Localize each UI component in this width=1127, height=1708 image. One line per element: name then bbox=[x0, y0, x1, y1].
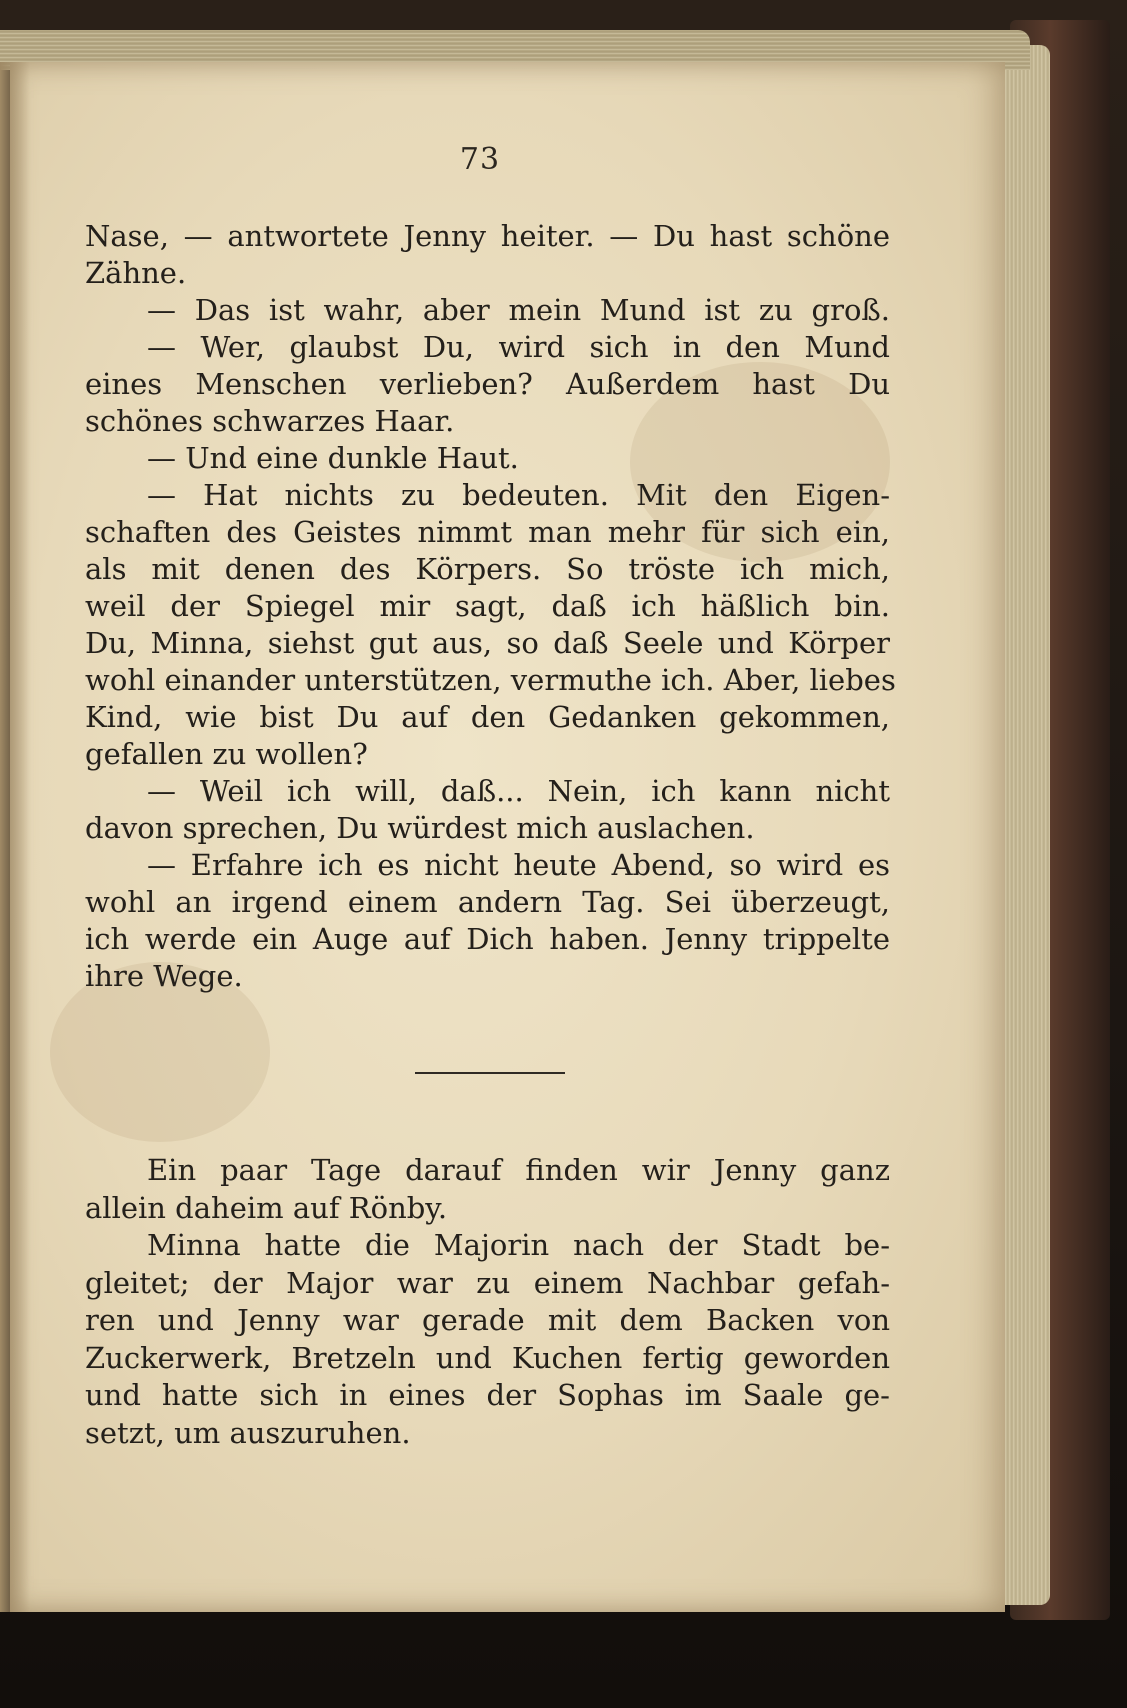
text-line: Minna hatte die Majorin nach der Stadt be- bbox=[147, 1228, 890, 1262]
text-line: Zuckerwerk, Bretzeln und Kuchen fertig geworden bbox=[85, 1340, 890, 1375]
text-line: Du, Minna, siehst gut aus, so daß Seele und Körper bbox=[85, 626, 890, 660]
text-line: — Hat nichts zu bedeuten. Mit den Eigen- bbox=[147, 478, 890, 512]
text-line: als mit denen des Körpers. So tröste ich mich, bbox=[85, 552, 890, 586]
page-gutter-shadow bbox=[0, 62, 30, 1612]
text-line: weil der Spiegel mir sagt, daß ich häßlich bin. bbox=[85, 589, 890, 623]
text-line: allein daheim auf Rönby. bbox=[85, 1190, 448, 1225]
text-line: — Wer, glaubst Du, wird sich in den Mund bbox=[147, 330, 890, 364]
text-line: wohl an irgend einem andern Tag. Sei überzeugt, bbox=[85, 885, 890, 919]
text-line: setzt, um auszuruhen. bbox=[85, 1415, 411, 1450]
text-line: eines Menschen verlieben? Außerdem hast Du bbox=[85, 367, 890, 401]
text-line: Kind, wie bist Du auf den Gedanken gekommen, bbox=[85, 700, 890, 734]
text-line: ren und Jenny war gerade mit dem Backen von bbox=[85, 1303, 890, 1337]
text-line: wohl einander unterstützen, vermuthe ich. Aber, liebes bbox=[85, 663, 896, 697]
text-line: — Erfahre ich es nicht heute Abend, so wird es bbox=[147, 848, 890, 882]
text-line: Zähne. bbox=[85, 256, 187, 290]
text-line: davon sprechen, Du würdest mich auslachen. bbox=[85, 811, 755, 845]
page-number: 73 bbox=[459, 142, 501, 177]
text-line: — Weil ich will, daß... Nein, ich kann nicht bbox=[147, 774, 890, 808]
text-line: Ein paar Tage darauf finden wir Jenny ganz bbox=[147, 1153, 890, 1187]
text-line: ihre Wege. bbox=[85, 959, 243, 993]
text-line: Nase, — antwortete Jenny heiter. — Du hast schöne bbox=[85, 219, 890, 253]
text-line: gleitet; der Major war zu einem Nachbar gefah- bbox=[85, 1265, 890, 1300]
text-block-2 bbox=[85, 1152, 890, 1452]
text-block-1 bbox=[85, 218, 896, 995]
text-line: — Und eine dunkle Haut. bbox=[147, 441, 519, 475]
text-line: schaften des Geistes nimmt man mehr für sich ein, bbox=[85, 515, 890, 549]
section-divider bbox=[415, 1072, 565, 1074]
text-line: gefallen zu wollen? bbox=[85, 737, 368, 771]
text-line: und hatte sich in eines der Sophas im Saale ge- bbox=[85, 1378, 890, 1412]
text-line: ich werde ein Auge auf Dich haben. Jenny trippelte bbox=[85, 922, 890, 956]
text-line: — Das ist wahr, aber mein Mund ist zu groß. bbox=[147, 293, 890, 327]
text-line: schönes schwarzes Haar. bbox=[85, 404, 455, 438]
